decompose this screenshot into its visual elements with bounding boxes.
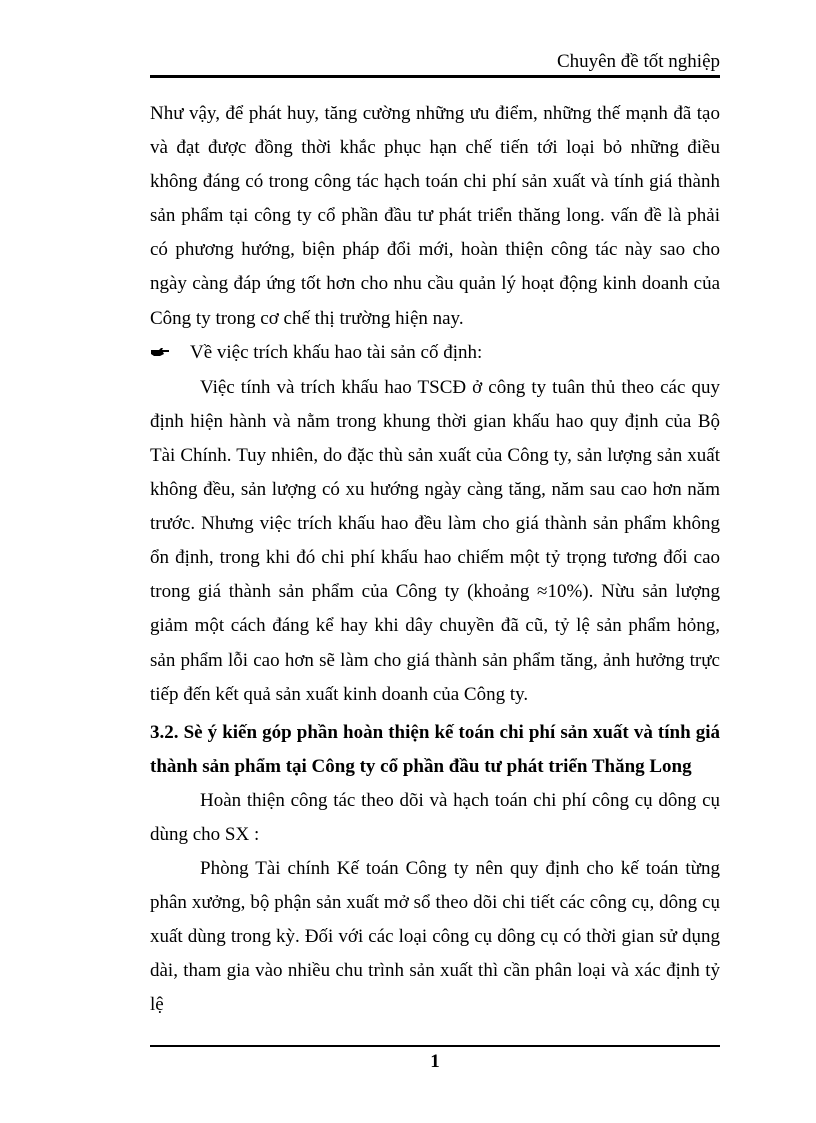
paragraph-depreciation: Việc tính và trích khấu hao TSCĐ ở công ty tuân thủ theo các quy định hiện hành và nằm trong khung thời gian khấu hao quy định của Bộ Tài Chính. Tuy nhiên, do đặc thù sản xuất của Công ty, sản lượng sản xuất không đều, sản lượng có xu hướng ngày càng tăng, năm sau cao hơn năm trước. Nhưng việc trích khấu hao đều làm cho giá thành sản phẩm không ổn định, trong khi đó chi phí khấu hao chiếm một tỷ trọng tương đối cao trong giá thành sản phẩm của Công ty (khoảng ≈10%). Nừu sản lượng giảm một cách đáng kể hay khi dây chuyền đã cũ, tỷ lệ sản phẩm hỏng, sản phẩm lỗi cao hơn sẽ làm cho giá thành sản phẩm tăng, ảnh hưởng trực tiếp đến kết quả sản xuất kinh doanh của Công ty. (150, 376, 720, 705)
paragraph-tools-body: Phòng Tài chính Kế toán Công ty nên quy định cho kế toán từng phân xưởng, bộ phận sản xuất mở sổ theo dõi chi tiết các công cụ, dông cụ xuất dùng trong kỳ. Đối với các loại công cụ dông cụ có thời gian sử dụng dài, tham gia vào nhiều chu trình sản xuất thì cần phân loại và xác định tỷ lệ (150, 858, 720, 1016)
bullet-item-depreciation (150, 336, 720, 371)
paragraph-intro: Như vậy, để phát huy, tăng cường những ưu điểm, những thế mạnh đã tạo và đạt được đồng thời khắc phục hạn chế tiến tới loại bỏ những điều không đáng có trong công tác hạch toán chi phí sản xuất và tính giá thành sản phẩm tại công ty cổ phần đầu tư phát triển thăng long. vấn đề là phải có phương hướng, biện pháp đổi mới, hoàn thiện công tác này sao cho ngày càng đáp ứng tốt hơn cho nhu cầu quản lý hoạt động kinh doanh của Công ty trong cơ chế thị trường hiện nay. (150, 103, 720, 329)
page-number: 1 (430, 1051, 440, 1072)
header-title: Chuyên đề tốt nghiệp (556, 51, 720, 72)
pointing-hand-icon (150, 337, 190, 371)
header-divider (150, 75, 720, 78)
paragraph-tools-title: Hoàn thiện công tác theo dõi và hạch toán chi phí công cụ dông cụ dùng cho SX : (150, 789, 720, 845)
section-heading: 3.2. Sè ý kiến góp phần hoàn thiện kế toán chi phí sản xuất và tính giá thành sản phẩm tại Công ty cổ phần đầu tư phát triển Thăng Long (150, 721, 720, 777)
document-body (150, 97, 720, 1023)
footer-divider (150, 1045, 720, 1047)
bullet-item-label: Về việc trích khấu hao tài sản cố định: (190, 341, 483, 363)
